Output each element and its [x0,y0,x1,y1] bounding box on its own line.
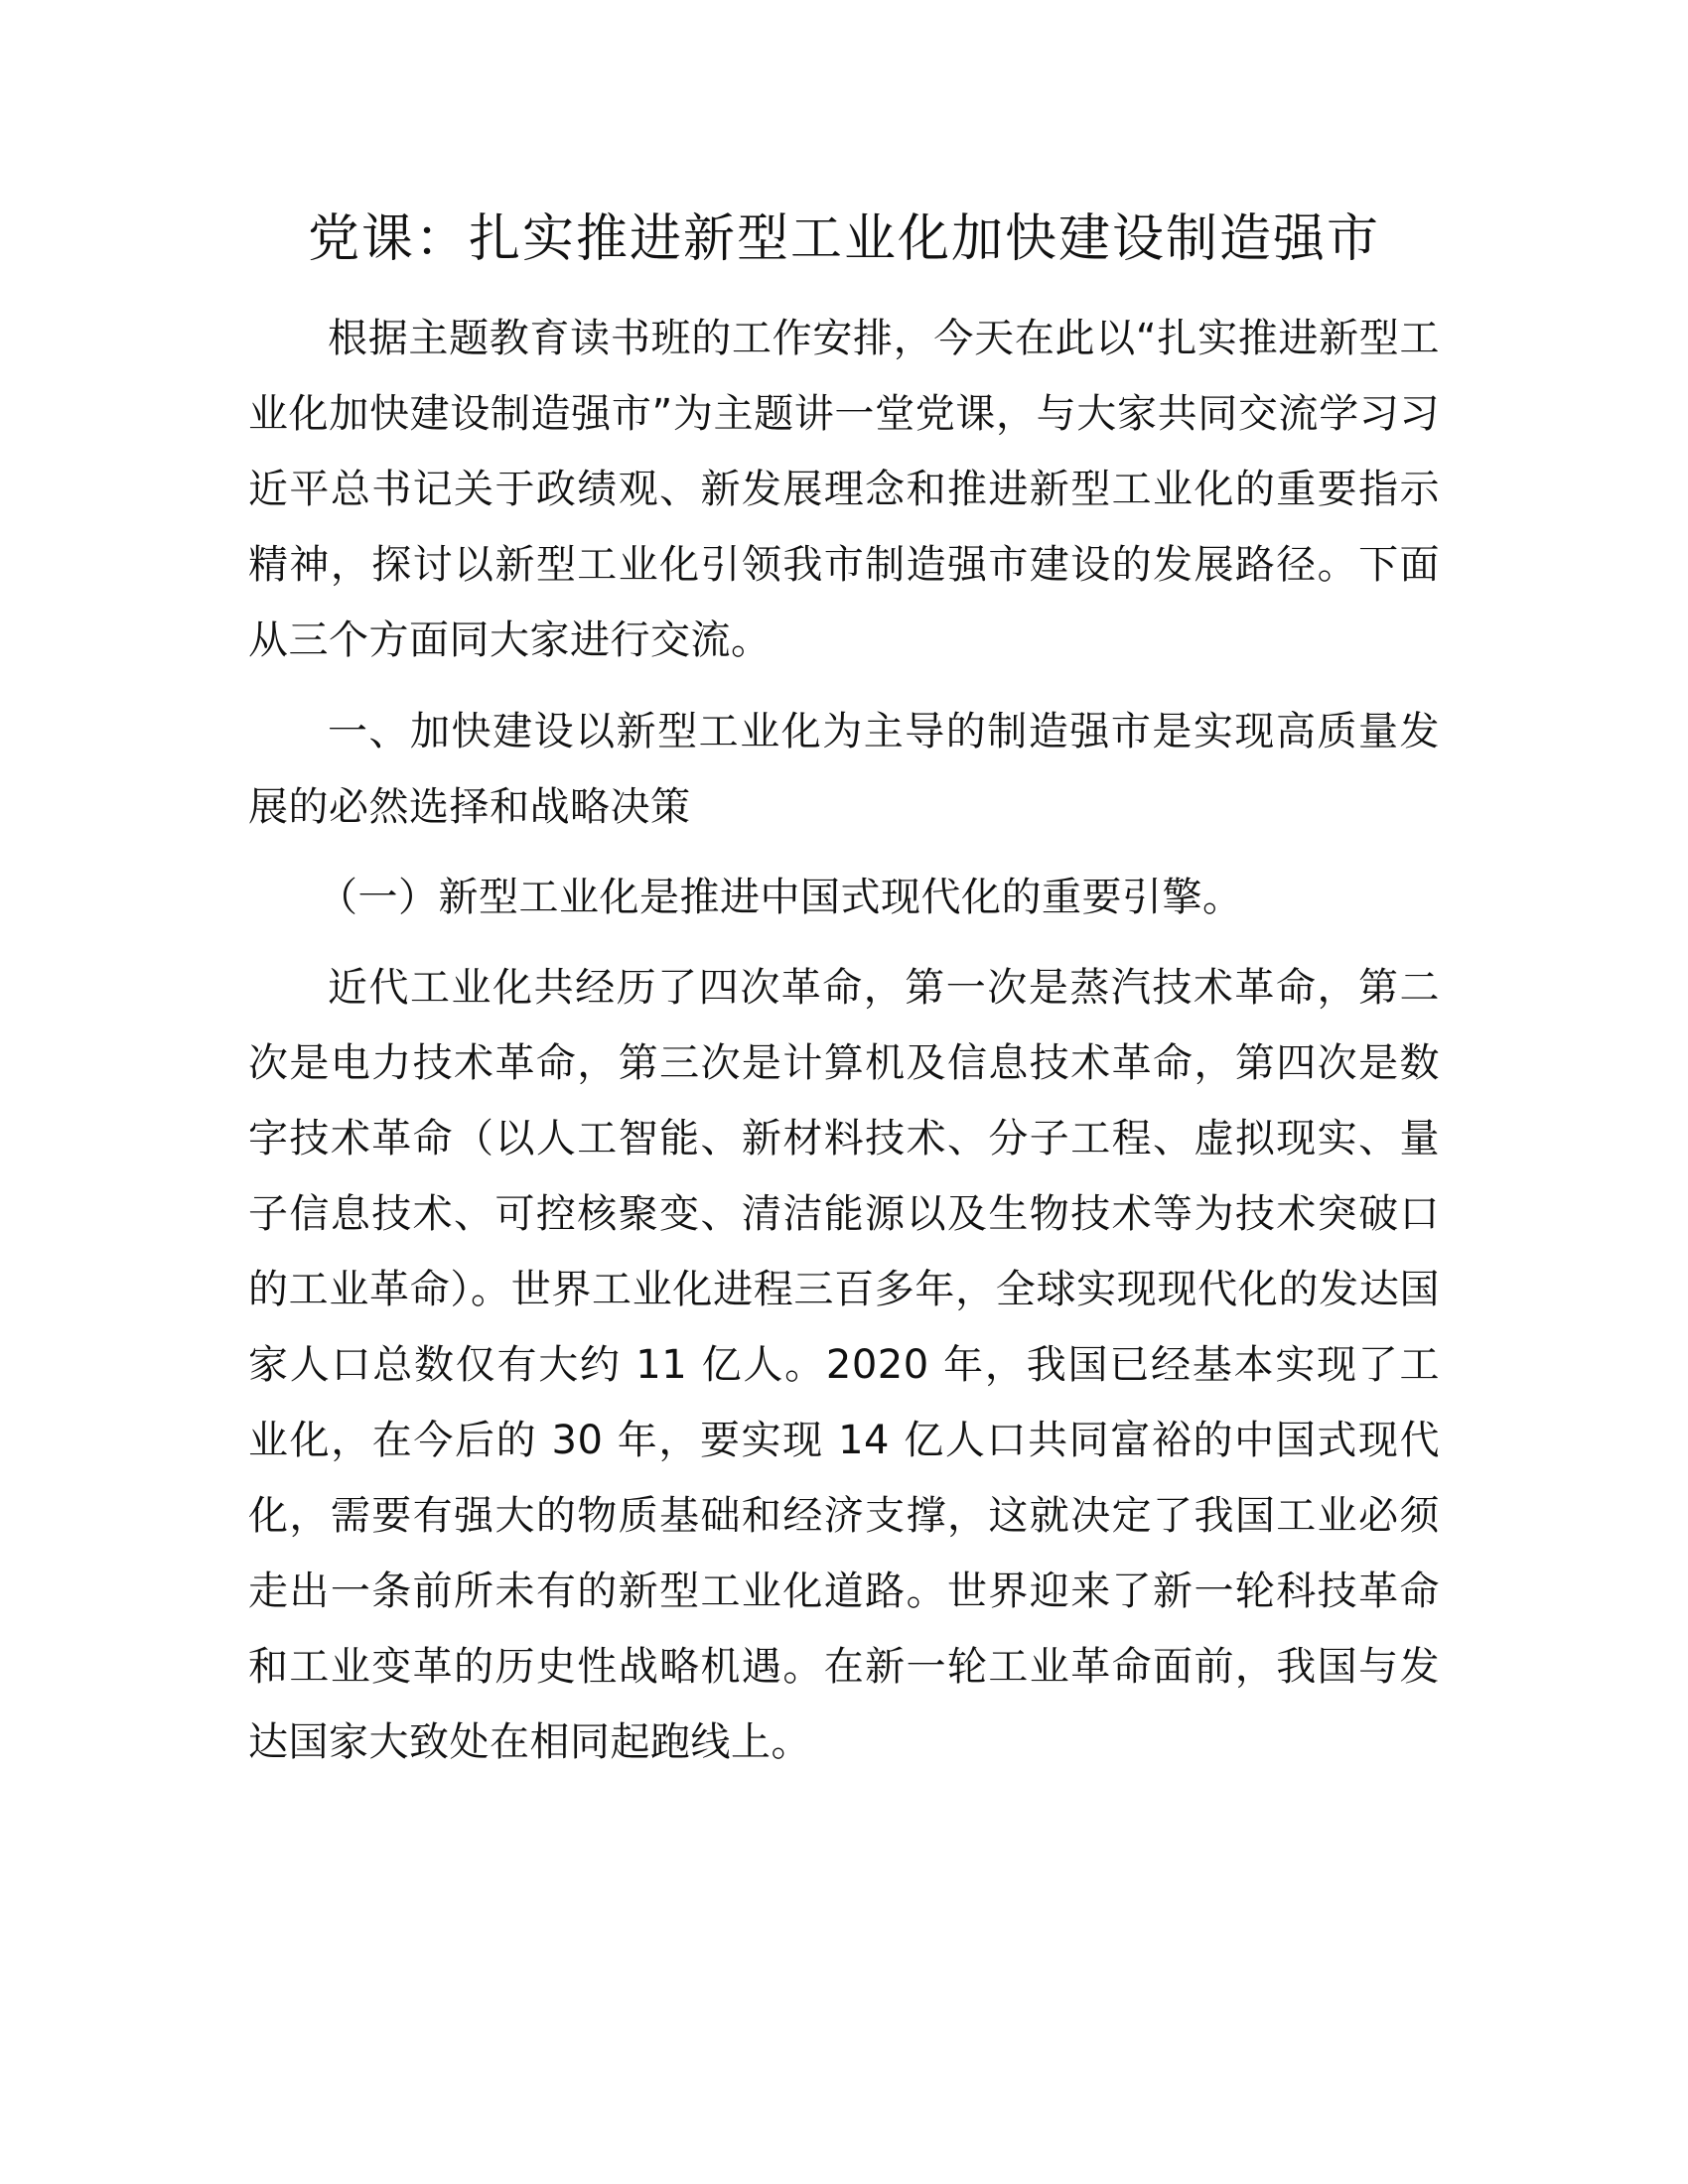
intro-paragraph: 根据主题教育读书班的工作安排，今天在此以“扎实推进新型工业化加快建设制造强市”为主题讲一堂党课，与大家共同交流学习习近平总书记关于政绩观、新发展理念和推进新型工业化的重要指示精神，探讨以新型工业化引领我市制造强市建设的发展路径。下面从三个方面同大家进行交流。 [248,316,1440,663]
body-paragraph: 近代工业化共经历了四次革命，第一次是蒸汽技术革命，第二次是电力技术革命，第三次是计算机及信息技术革命，第四次是数字技术革命（以人工智能、新材料技术、分子工程、虚拟现实、量子信息技术、可控核聚变、清洁能源以及生物技术等为技术突破口的工业革命）。世界工业化进程三百多年，全球实现现代化的发达国家人口总数仅有大约 11 亿人。2020 年，我国已经基本实现了工业化，在今后的 30 年，要实现 14 亿人口共同富裕的中国式现代化，需要有强大的物质基础和经济支撑，这就决定了我国工业必须走出一条前所未有的新型工业化道路。世界迎来了新一轮科技革命和工业变革的历史性战略机遇。在新一轮工业革命面前，我国与发达国家大致处在相同起跑线上。 [248,965,1440,1765]
document-title: 党课：扎实推进新型工业化加快建设制造强市 [307,209,1380,269]
document-body [248,301,1440,1780]
section-heading-1: 一、加快建设以新型工业化为主导的制造强市是实现高质量发展的必然选择和战略决策 [248,709,1440,830]
subsection-heading-1: （一）新型工业化是推进中国式现代化的重要引擎。 [318,875,1243,920]
